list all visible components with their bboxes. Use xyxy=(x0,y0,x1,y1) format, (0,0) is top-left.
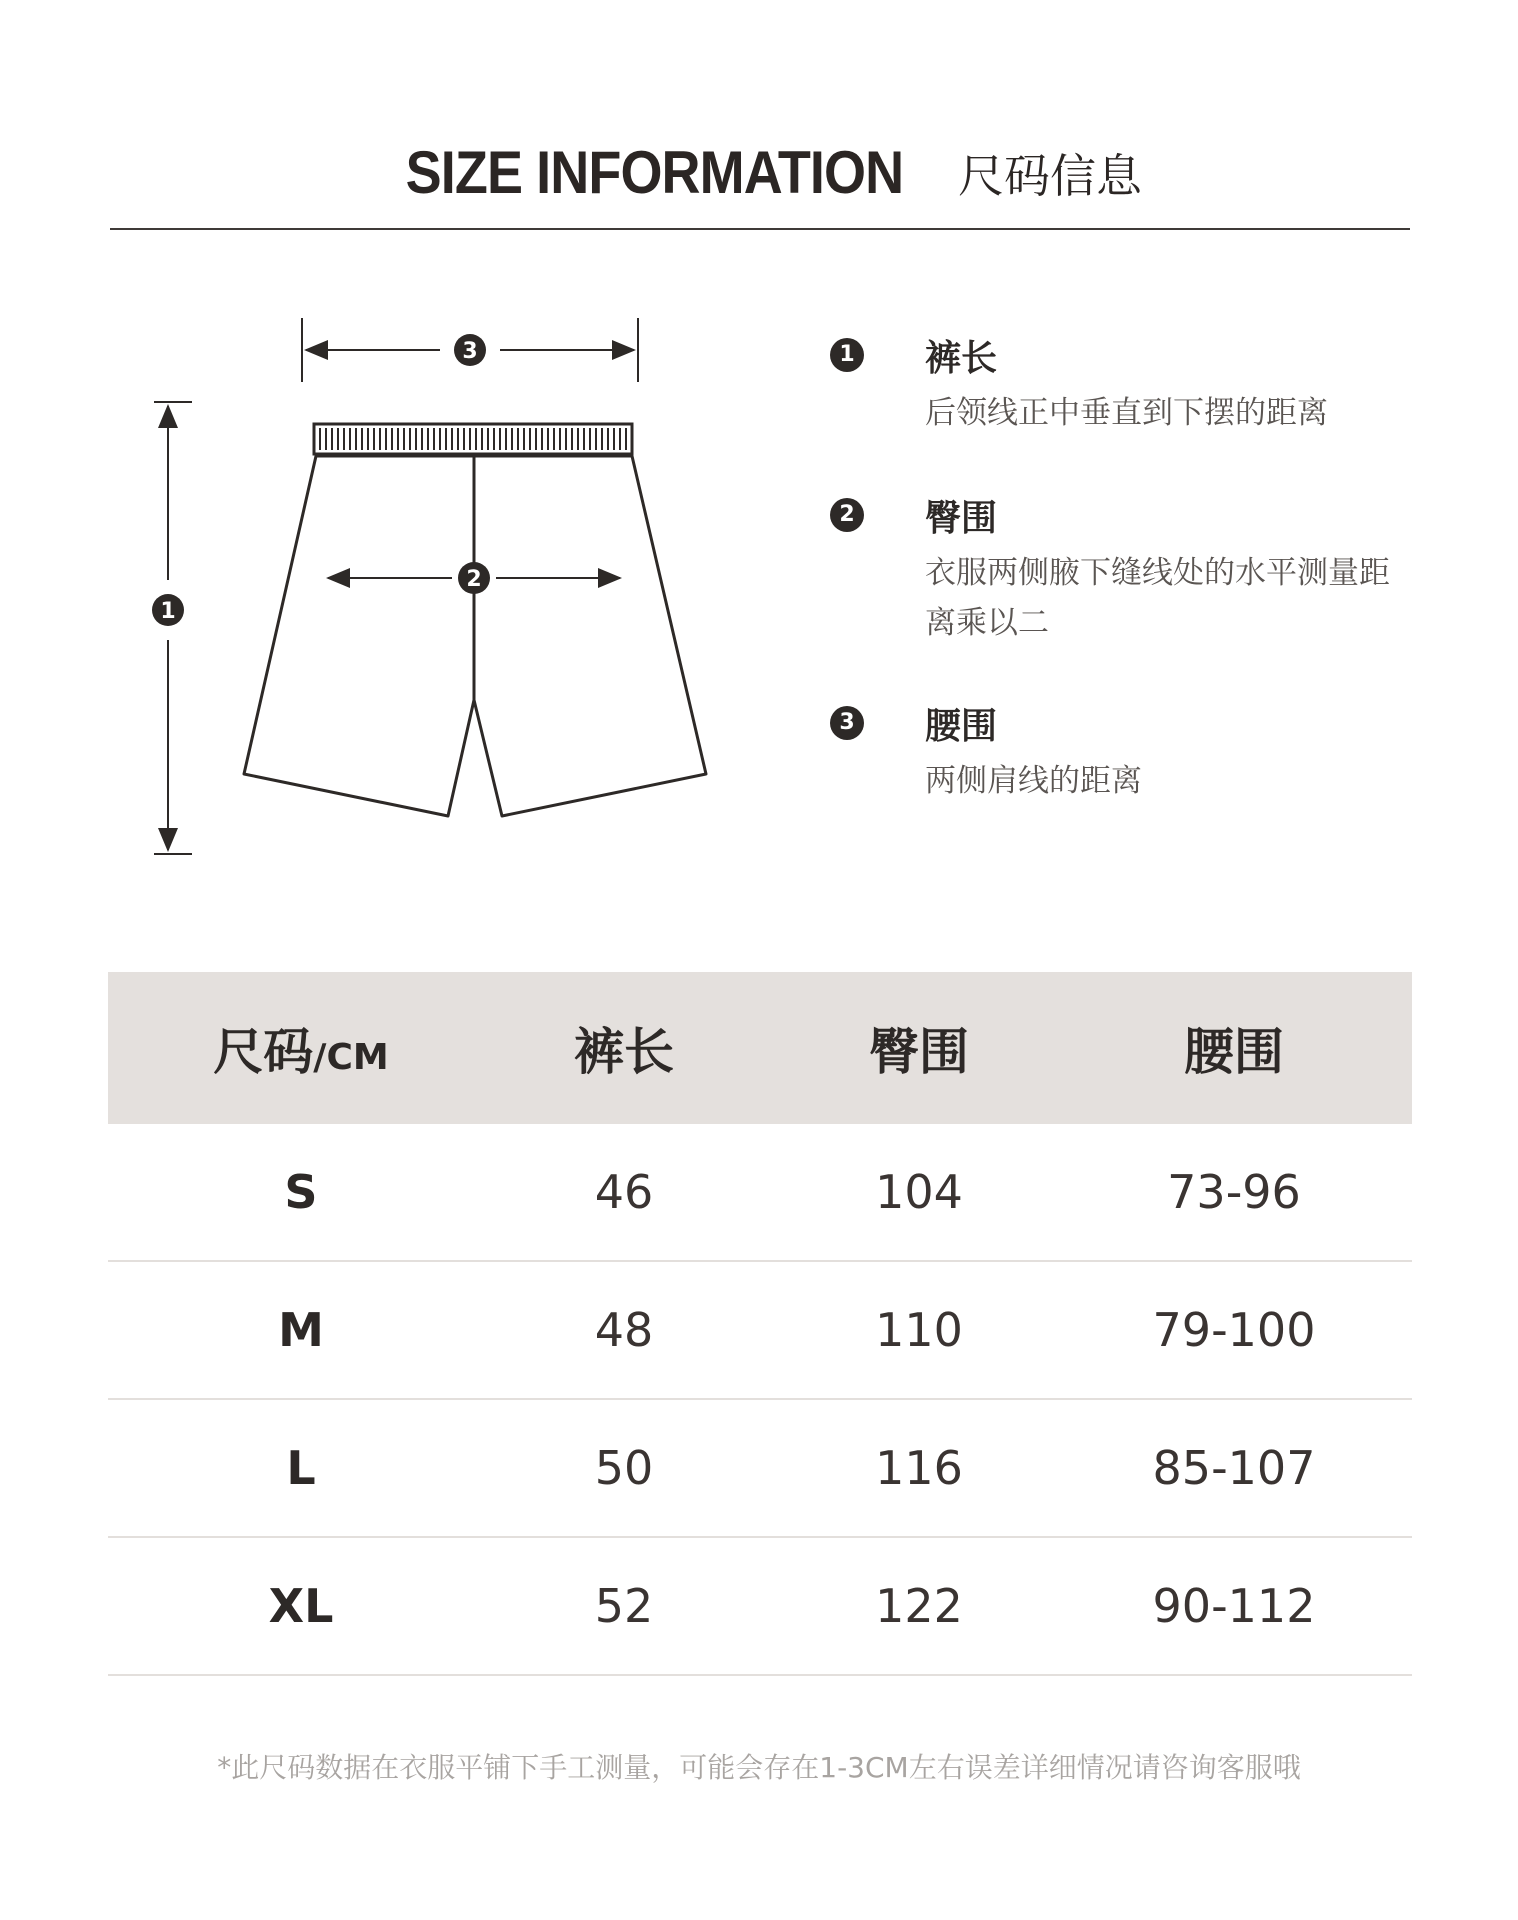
table-row xyxy=(108,1124,1412,1262)
cell-hip: 110 xyxy=(875,1303,963,1357)
marker-3: 3 xyxy=(462,339,478,364)
cell-size: L xyxy=(286,1441,316,1495)
page-title-cn: 尺码信息 xyxy=(957,148,1142,203)
legend-title-waist: 腰围 xyxy=(925,706,998,747)
legend-title-hip: 臀围 xyxy=(925,498,998,539)
legend-number-3: 3 xyxy=(830,706,864,740)
cell-hip: 122 xyxy=(875,1579,963,1633)
cell-waist: 73-96 xyxy=(1167,1165,1301,1219)
header-size-label: 尺码 xyxy=(213,1023,314,1081)
page-header xyxy=(110,130,1410,230)
waist-measure-line xyxy=(302,318,638,382)
cell-waist: 79-100 xyxy=(1152,1303,1316,1357)
header-size xyxy=(108,1012,494,1084)
cell-size: M xyxy=(278,1303,324,1357)
table-row xyxy=(108,1262,1412,1400)
table-row xyxy=(108,1538,1412,1676)
header-hip: 臀围 xyxy=(869,1023,969,1081)
legend-desc-length: 后领线正中垂直到下摆的距离 xyxy=(925,395,1328,431)
cell-hip: 104 xyxy=(875,1165,963,1219)
marker-2: 2 xyxy=(466,567,482,592)
legend-number-1: 1 xyxy=(830,338,864,372)
marker-1: 1 xyxy=(160,599,176,624)
cell-length: 48 xyxy=(594,1303,654,1357)
cell-length: 52 xyxy=(594,1579,654,1633)
table-row xyxy=(108,1400,1412,1538)
cell-waist: 85-107 xyxy=(1152,1441,1316,1495)
length-measure-line xyxy=(152,402,192,854)
header-waist: 腰围 xyxy=(1184,1023,1284,1081)
legend-desc-waist: 两侧肩线的距离 xyxy=(925,763,1142,799)
page-title: SIZE INFORMATION xyxy=(405,139,904,206)
cell-waist: 90-112 xyxy=(1152,1579,1316,1633)
legend-desc-hip: 衣服两侧腋下缝线处的水平测量距离乘以二 xyxy=(925,555,1390,641)
cell-size: S xyxy=(284,1165,318,1219)
cell-length: 46 xyxy=(594,1165,654,1219)
cell-size: XL xyxy=(268,1579,334,1633)
header-length: 裤长 xyxy=(574,1023,674,1081)
footnote: *此尺码数据在衣服平铺下手工测量，可能会存在1-3CM左右误差详细情况请咨询客服哦 xyxy=(217,1751,1301,1784)
shorts-diagram xyxy=(140,310,740,870)
legend-number-2: 2 xyxy=(830,498,864,532)
size-table xyxy=(108,972,1412,1676)
cell-hip: 116 xyxy=(875,1441,963,1495)
table-header-row xyxy=(108,972,1412,1124)
legend-title-length: 裤长 xyxy=(925,338,998,379)
header-size-unit: /CM xyxy=(313,1037,389,1078)
cell-length: 50 xyxy=(594,1441,654,1495)
title-row xyxy=(110,138,1410,207)
